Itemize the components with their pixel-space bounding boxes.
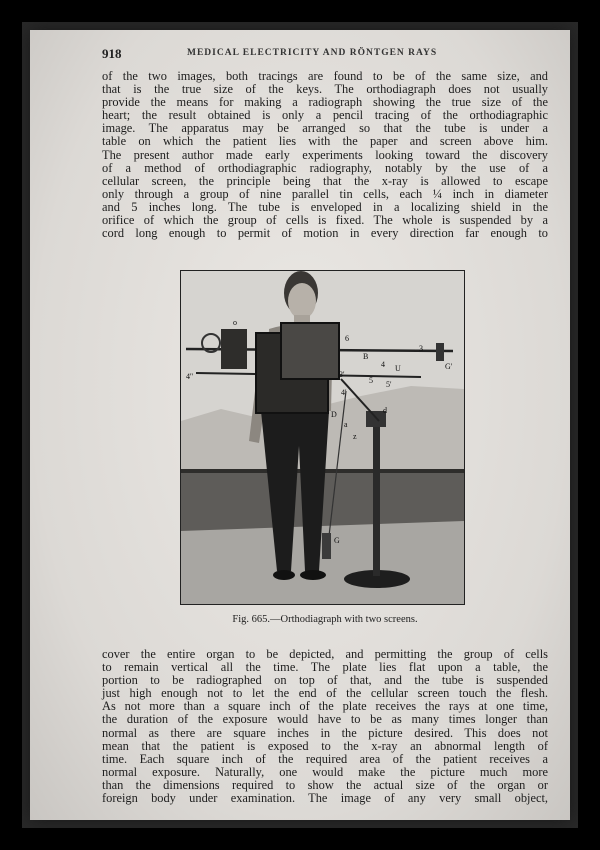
text-line: The present author made early experiments looking toward the discovery — [102, 147, 548, 162]
face — [288, 283, 316, 319]
figure-label: G' — [445, 362, 453, 371]
book-page — [30, 30, 570, 820]
figure-label: d — [383, 406, 387, 415]
text-line: of the two images, both tracings are found to be of the same size, and — [102, 69, 548, 83]
figure-label: B — [363, 352, 369, 361]
figure-label: D — [331, 410, 337, 419]
figure-orthodiagraph — [180, 270, 465, 605]
text-line: the duration of the exposure would have to be as many times longer than — [102, 712, 548, 727]
figure-label: 4' — [341, 388, 347, 397]
page-header — [102, 46, 548, 62]
left-shoe — [273, 570, 295, 580]
text-line: normal as there are square inches in the picture desired. This does not — [102, 725, 548, 740]
figure-label: 5 — [369, 376, 373, 385]
right-shoe — [300, 570, 326, 580]
text-line: image. The apparatus may be arranged so that the tube is under a — [102, 121, 548, 136]
text-line: time. Each square inch of the required area of the patient receives a — [102, 751, 548, 766]
bottom-paragraph — [102, 648, 548, 805]
tube-shield — [221, 329, 247, 369]
rear-screen — [281, 323, 339, 379]
figure-label: 5' — [386, 380, 392, 389]
figure-label: 6 — [345, 334, 349, 343]
text-line: normal exposure. Naturally, one would make the picture much more — [102, 764, 548, 779]
running-head: MEDICAL ELECTRICITY AND RÖNTGEN RAYS — [187, 48, 438, 58]
text-line: that is the true size of the keys. The orthodiagraph does not usually — [102, 82, 548, 97]
text-line: heart; the result obtained is only a pencil tracing of the orthodiagraphic — [102, 108, 548, 123]
figure-label: a — [344, 420, 348, 429]
top-paragraph — [102, 70, 548, 240]
orthodiagraph-illustration — [181, 271, 464, 604]
text-line: than the dimensions required to show the actual size of the organ or — [102, 777, 548, 792]
end-clamp — [436, 343, 444, 361]
text-line: just high enough not to let the end of the cellular screen touch the flesh. — [102, 686, 548, 701]
text-line: mean that the patient is exposed to the x-ray an abnormal length of — [102, 738, 548, 753]
text-line: cover the entire organ to be depicted, and permitting the group of cells — [102, 647, 548, 661]
text-line: and 5 inches long. The tube is enveloped in a localizing shield in the — [102, 199, 548, 214]
figure-label: 4'' — [186, 372, 193, 381]
text-line: cellular screen, the principle being that the x-ray is allowed to escape — [102, 173, 548, 188]
counterweight — [322, 533, 331, 559]
stand-pole — [373, 421, 380, 576]
page-number: 918 — [102, 46, 122, 61]
text-line: only through a group of nine parallel tin cells, each ¼ inch in diameter — [102, 186, 548, 201]
text-line: of a method of orthodiagraphic radiography, notably by the use of a — [102, 160, 548, 175]
text-line: cord long enough to permit of motion in every direction far enough to — [102, 226, 548, 241]
text-line: to remain vertical all the time. The plate lies flat upon a table, the — [102, 660, 548, 675]
figure-label: U — [395, 364, 401, 373]
text-line: foreign body under examination. The image of any very small object, — [102, 791, 548, 806]
figure-label: G — [334, 536, 340, 545]
figure-label: 4 — [381, 360, 385, 369]
figure-caption: Fig. 665.—Orthodiagraph with two screens. — [232, 614, 418, 625]
figure-label: 3 — [419, 344, 423, 353]
figure-label: 3' — [339, 370, 345, 379]
text-line: portion to be radiographed on top of that, and the tube is suspended — [102, 673, 548, 688]
figure-label: o — [233, 318, 237, 327]
text-line: provide the means for making a radiograph showing the true size of the — [102, 95, 548, 110]
text-line: table on which the patient lies with the paper and screen above him. — [102, 134, 548, 149]
text-line: As not more than a square inch of the plate receives the rays at one time, — [102, 699, 548, 714]
text-line: orifice of which the group of cells is fixed. The whole is suspended by a — [102, 213, 548, 228]
figure-label: z — [353, 432, 357, 441]
